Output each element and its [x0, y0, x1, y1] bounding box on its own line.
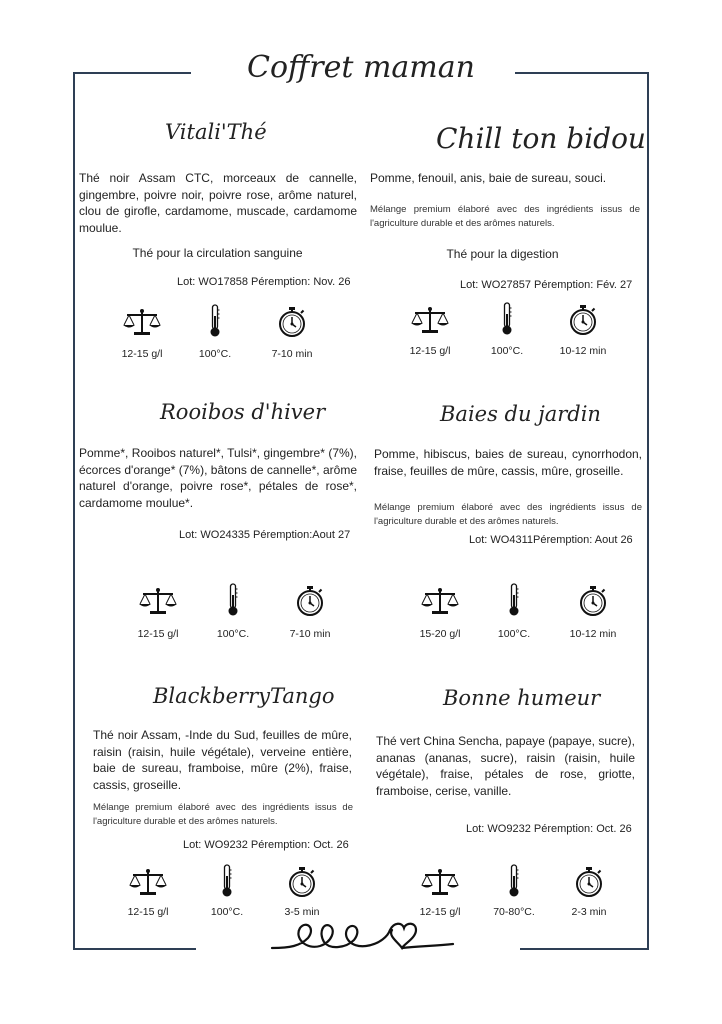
tea-temperature-label: 70-80°C. [493, 906, 535, 918]
thermometer-icon [507, 583, 521, 617]
tea-dose-label: 12-15 g/l [121, 348, 163, 360]
tea-name: Chill ton bidou [436, 122, 646, 155]
scale-icon [128, 868, 168, 898]
loops-heart-ornament [270, 916, 455, 966]
stopwatch-icon [568, 304, 598, 336]
tea-description: Thé noir Assam, -Inde du Sud, feuilles de mûre, raisin (raisin, huile végétale), verveine entière, baie de sureau, framboise, mûre (2%), fraise, cassis, groseille. [93, 728, 352, 792]
scale-icon [138, 587, 178, 617]
tea-dose-label: 12-15 g/l [127, 906, 169, 918]
tea-purpose: Thé pour la digestion [446, 247, 559, 261]
scale-icon [122, 308, 162, 338]
tea-dose-label: 12-15 g/l [137, 628, 179, 640]
tea-note: Mélange premium élaboré avec des ingrédients issus de l'agriculture durable et des arômes naturels. [370, 204, 640, 229]
tea-time-label: 7-10 min [289, 628, 331, 640]
tea-lot: Lot: WO27857 Péremption: Fév. 27 [460, 279, 633, 291]
tea-time-label: 3-5 min [284, 906, 320, 918]
tea-description: Pomme*, Rooibos naturel*, Tulsi*, gingembre* (7%), écorces d'orange* (7%), bâtons de cannelle*, arôme naturel d'orange, poivre rose*, pétales de rose*, cardamome moulue*. [79, 446, 357, 510]
tea-name: Vitali'Thé [165, 120, 267, 144]
stopwatch-icon [277, 306, 307, 338]
tea-name: Baies du jardin [440, 402, 601, 426]
tea-temperature-label: 100°C. [490, 345, 524, 357]
stopwatch-icon [574, 866, 604, 898]
tea-description: Pomme, fenouil, anis, baie de sureau, souci. [370, 171, 607, 185]
tea-note: Mélange premium élaboré avec des ingrédients issus de l'agriculture durable et des arômes naturels. [374, 502, 642, 527]
tea-lot: Lot: WO9232 Péremption: Oct. 26 [183, 839, 349, 851]
tea-temperature-label: 100°C. [210, 906, 244, 918]
stopwatch-icon [578, 585, 608, 617]
tea-lot: Lot: WO9232 Péremption: Oct. 26 [466, 823, 632, 835]
thermometer-icon [226, 583, 240, 617]
tea-note: Mélange premium élaboré avec des ingrédients issus de l'agriculture durable et des arômes naturels. [93, 802, 353, 827]
frame-bottom-left [73, 948, 196, 950]
tea-time-label: 10-12 min [559, 345, 607, 357]
tea-dose-label: 15-20 g/l [419, 628, 461, 640]
thermometer-icon [500, 302, 514, 336]
tea-lot: Lot: WO24335 Péremption:Aout 27 [179, 529, 351, 541]
frame-left [73, 72, 75, 950]
tea-dose-label: 12-15 g/l [419, 906, 461, 918]
thermometer-icon [208, 304, 222, 338]
scale-icon [410, 306, 450, 336]
tea-name: BlackberryTango [153, 684, 335, 708]
tea-lot: Lot: WO4311Péremption: Aout 26 [469, 534, 633, 546]
stopwatch-icon [287, 866, 317, 898]
scale-icon [420, 587, 460, 617]
tea-dose-label: 12-15 g/l [409, 345, 451, 357]
tea-time-label: 2-3 min [571, 906, 607, 918]
tea-time-label: 7-10 min [271, 348, 313, 360]
tea-description: Thé noir Assam CTC, morceaux de cannelle, gingembre, poivre noir, poivre rose, arôme naturel, clou de girofle, cardamome, muscade, cardamome moulue. [79, 171, 357, 235]
frame-right [647, 72, 649, 950]
frame-bottom-right [520, 948, 649, 950]
tea-name: Bonne humeur [443, 686, 601, 710]
tea-description: Pomme, hibiscus, baies de sureau, cynorrhodon, fraise, feuilles de mûre, cassis, mûre, groseille. [374, 447, 642, 478]
tea-lot: Lot: WO17858 Péremption: Nov. 26 [177, 276, 351, 288]
thermometer-icon [507, 864, 521, 898]
tea-purpose: Thé pour la circulation sanguine [132, 246, 303, 260]
tea-temperature-label: 100°C. [497, 628, 531, 640]
tea-temperature-label: 100°C. [216, 628, 250, 640]
tea-temperature-label: 100°C. [198, 348, 232, 360]
page-title: Coffret maman [247, 50, 475, 85]
tea-description: Thé vert China Sencha, papaye (papaye, sucre), ananas (ananas, sucre), raisin (raisin, huile végétale), fraise, pétales de rose, griotte, framboise, cerise, vanille. [376, 734, 635, 798]
stopwatch-icon [295, 585, 325, 617]
thermometer-icon [220, 864, 234, 898]
tea-time-label: 10-12 min [569, 628, 617, 640]
tea-name: Rooibos d'hiver [160, 400, 326, 424]
scale-icon [420, 868, 460, 898]
